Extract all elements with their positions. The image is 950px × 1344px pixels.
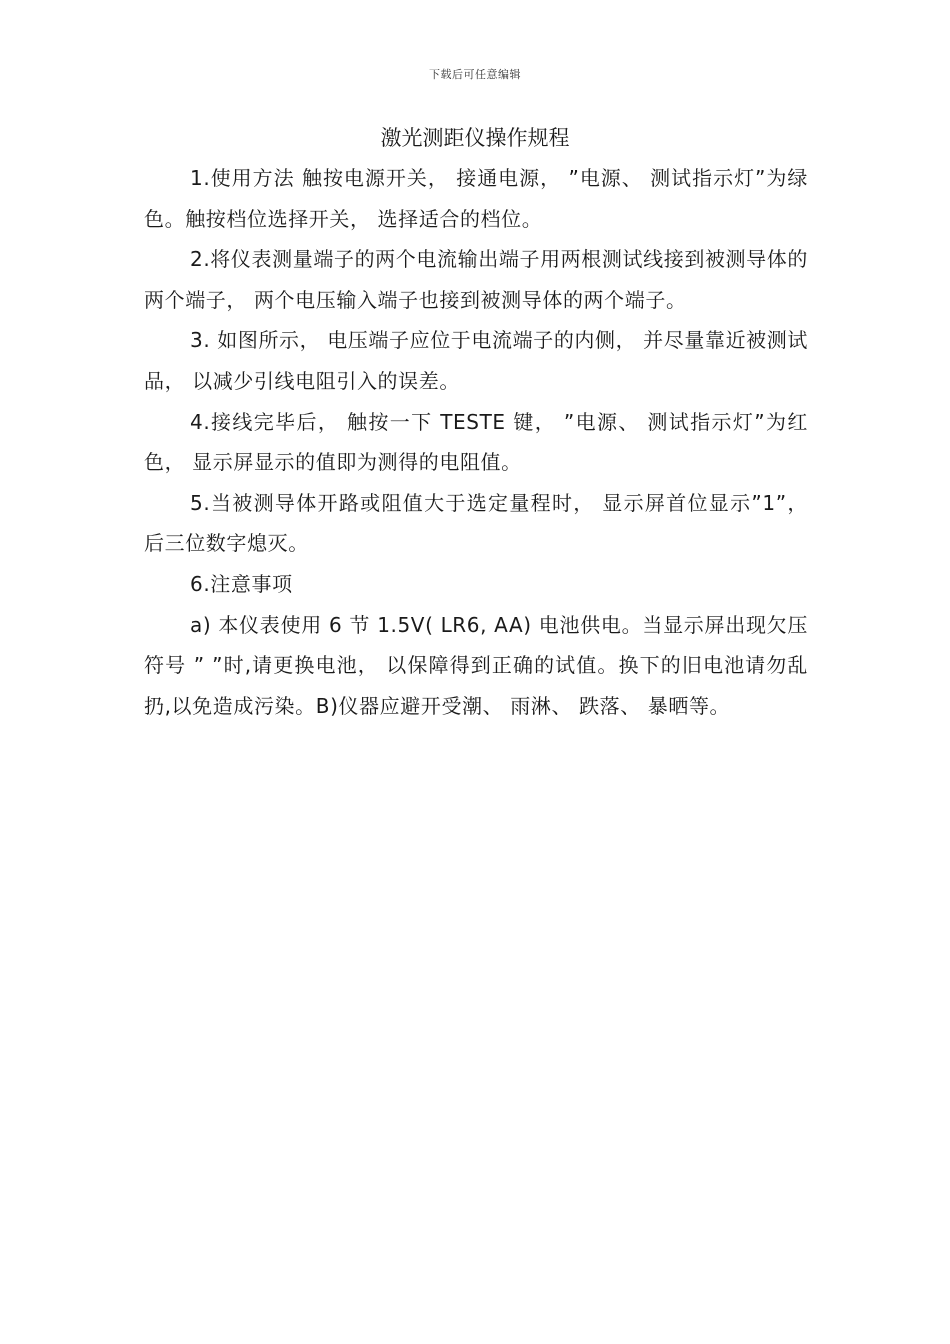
paragraph-test-key: 4.接线完毕后， 触按一下 TESTE 键， ”电源、 测试指示灯”为红色， 显示屏显示的值即为测得的电阻值。 [144,409,808,475]
paragraph-usage-method: 1.使用方法 触按电源开关， 接通电源， ”电源、 测试指示灯”为绿色。触按档位选择开关， 选择适合的档位。 [144,166,808,231]
paragraph-precautions-heading: 6.注意事项 [190,571,293,596]
paragraph-open-circuit: 5.当被测导体开路或阻值大于选定量程时， 显示屏首位显示”1”， 后三位数字熄灭。 [144,490,808,556]
document-body [144,158,808,726]
paragraph-battery-precautions: a) 本仪表使用 6 节 1.5V( LR6, AA) 电池供电。当显示屏出现欠压符号 ” ”时,请更换电池， 以保障得到正确的试值。换下的旧电池请勿乱扔,以免造成污染。B)仪器应避开受潮、 雨淋、 跌落、 暴晒等。 [144,612,808,718]
download-note: 下载后可任意编辑 [429,68,521,81]
document-title: 激光测距仪操作规程 [380,126,570,150]
paragraph-connect-terminals: 2.将仪表测量端子的两个电流输出端子用两根测试线接到被测导体的两个端子， 两个电压输入端子也接到被测导体的两个端子。 [144,247,808,312]
paragraph-terminal-position: 3. 如图所示， 电压端子应位于电流端子的内侧， 并尽量靠近被测试品， 以减少引线电阻引入的误差。 [144,328,808,393]
